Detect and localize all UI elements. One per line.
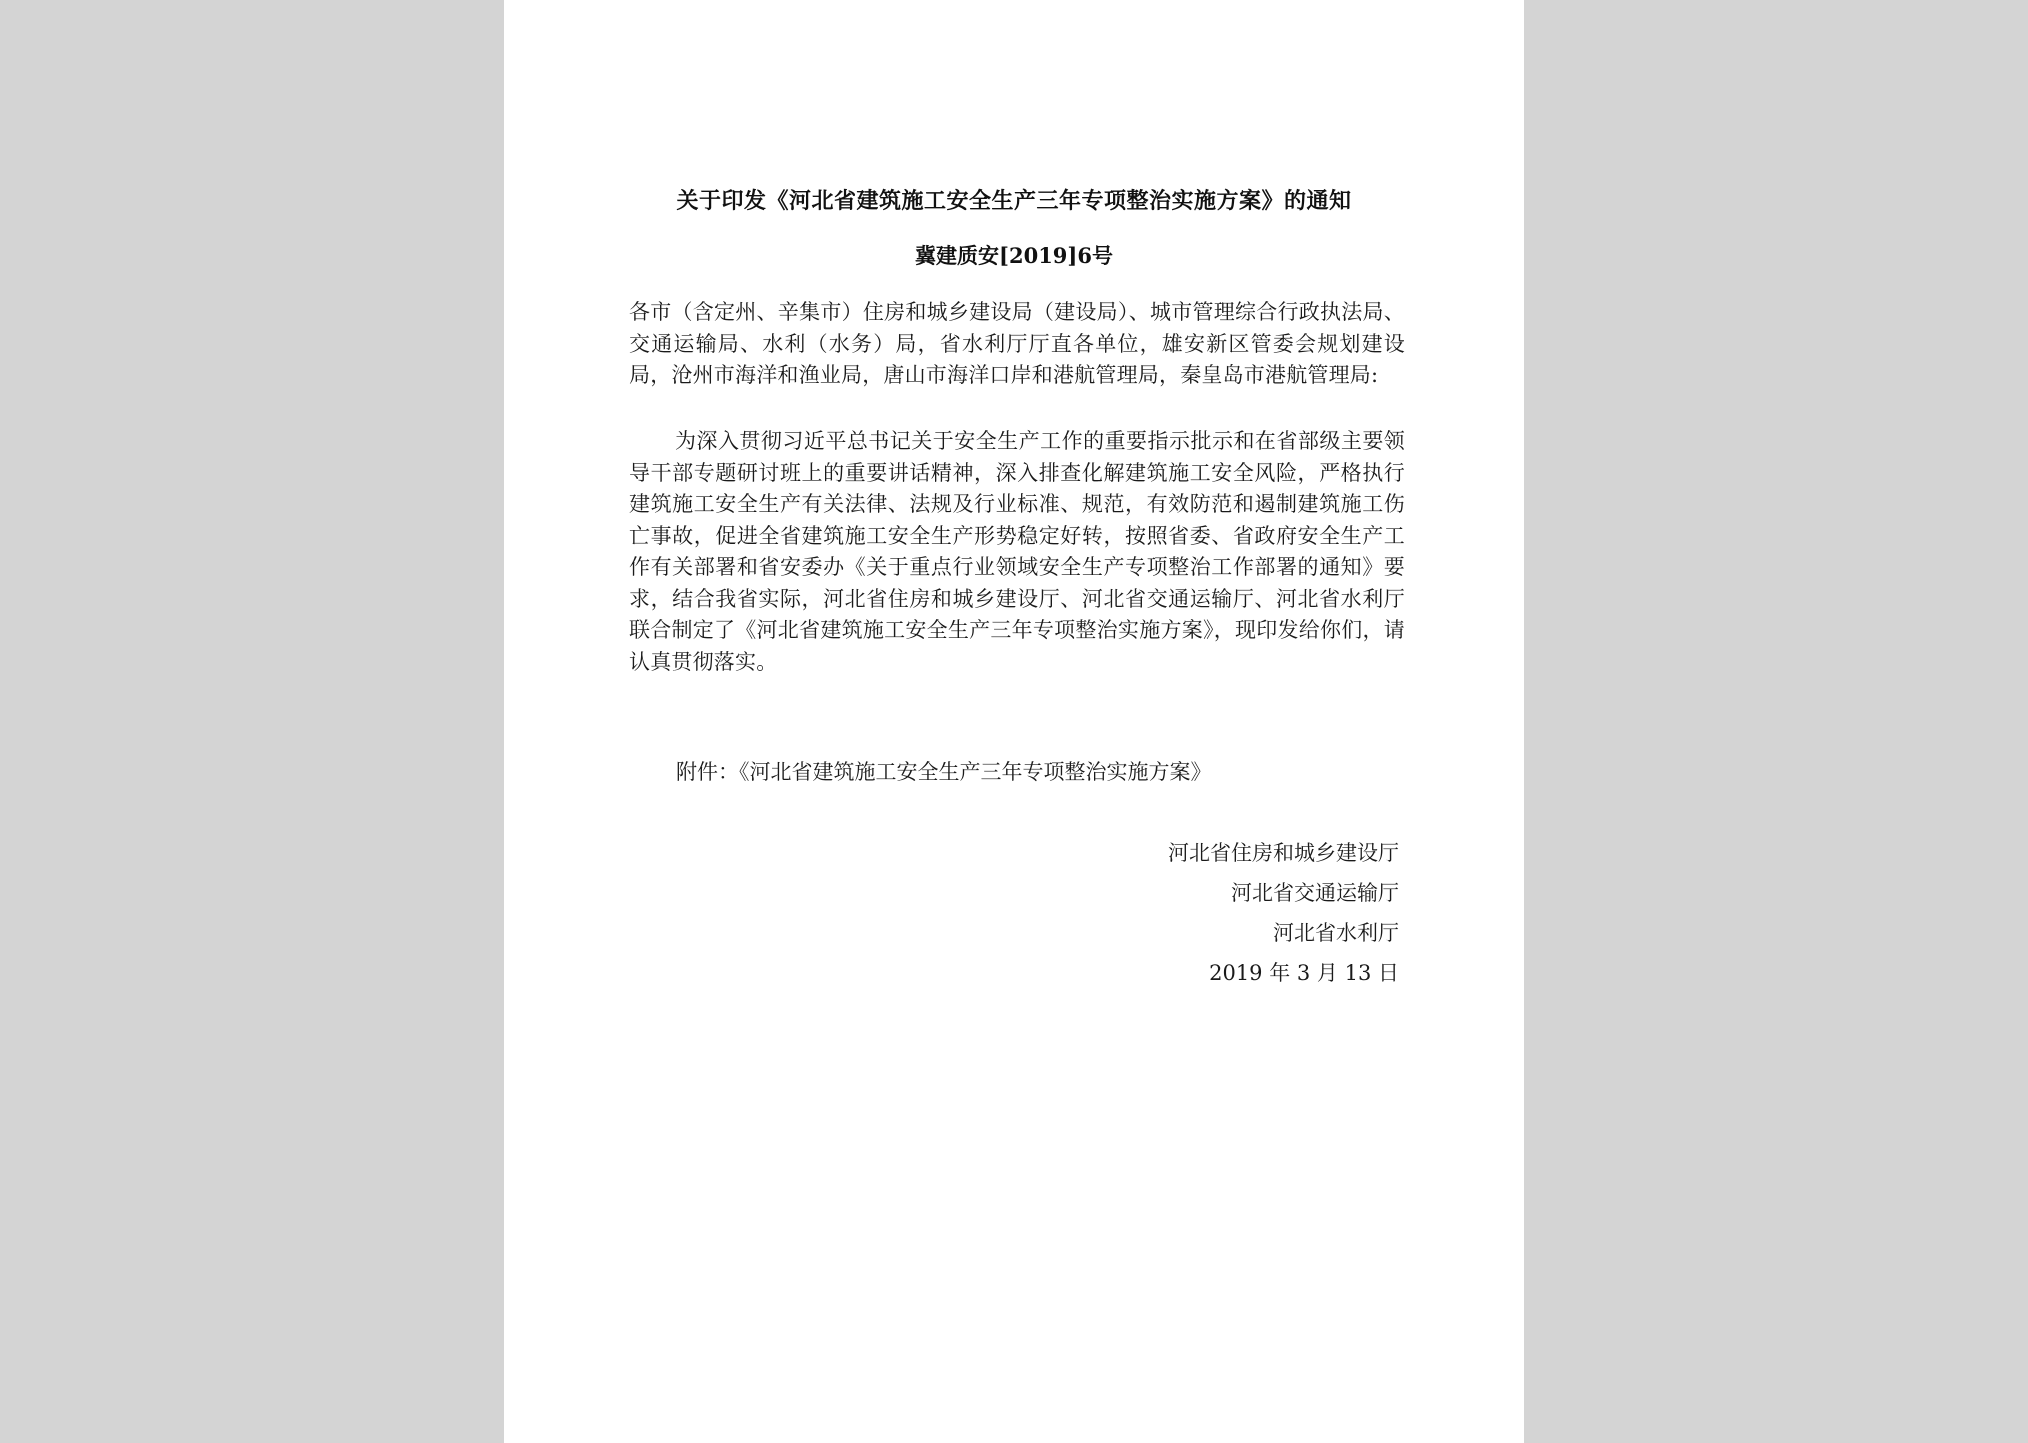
document-number: 冀建质安[2019]6号 — [915, 243, 1113, 268]
document-page — [504, 0, 1524, 1443]
signature-issuer-2: 河北省交通运输厅 — [1231, 881, 1399, 905]
signature-issuer-3: 河北省水利厅 — [1273, 921, 1399, 945]
document-title: 关于印发《河北省建筑施工安全生产三年专项整治实施方案》的通知 — [676, 188, 1352, 214]
signature-issuer-1: 河北省住房和城乡建设厅 — [1168, 841, 1399, 865]
attachment-line: 附件：《河北省建筑施工安全生产三年专项整治实施方案》 — [676, 760, 1212, 784]
body-paragraph: 为深入贯彻习近平总书记关于安全生产工作的重要指示批示和在省部级主要领导干部专题研讨班上的重要讲话精神，深入排查化解建筑施工安全风险，严格执行建筑施工安全生产有关法律、法规及行业标准、规范，有效防范和遏制建筑施工伤亡事故，促进全省建筑施工安全生产形势稳定好转，按照省委、省政府安全生产工作有关部署和省安委办《关于重点行业领域安全生产专项整治工作部署的通知》要求，结合我省实际，河北省住房和城乡建设厅、河北省交通运输厅、河北省水利厅联合制定了《河北省建筑施工安全生产三年专项整治实施方案》，现印发给你们，请认真贯彻落实。 — [629, 429, 1405, 674]
addressee-paragraph: 各市（含定州、辛集市）住房和城乡建设局（建设局）、城市管理综合行政执法局、交通运输局、水利（水务）局，省水利厅厅直各单位，雄安新区管委会规划建设局，沧州市海洋和渔业局，唐山市海洋口岸和港航管理局，秦皇岛市港航管理局: — [629, 300, 1405, 387]
signature-date: 2019 年 3 月 13 日 — [1209, 961, 1399, 985]
